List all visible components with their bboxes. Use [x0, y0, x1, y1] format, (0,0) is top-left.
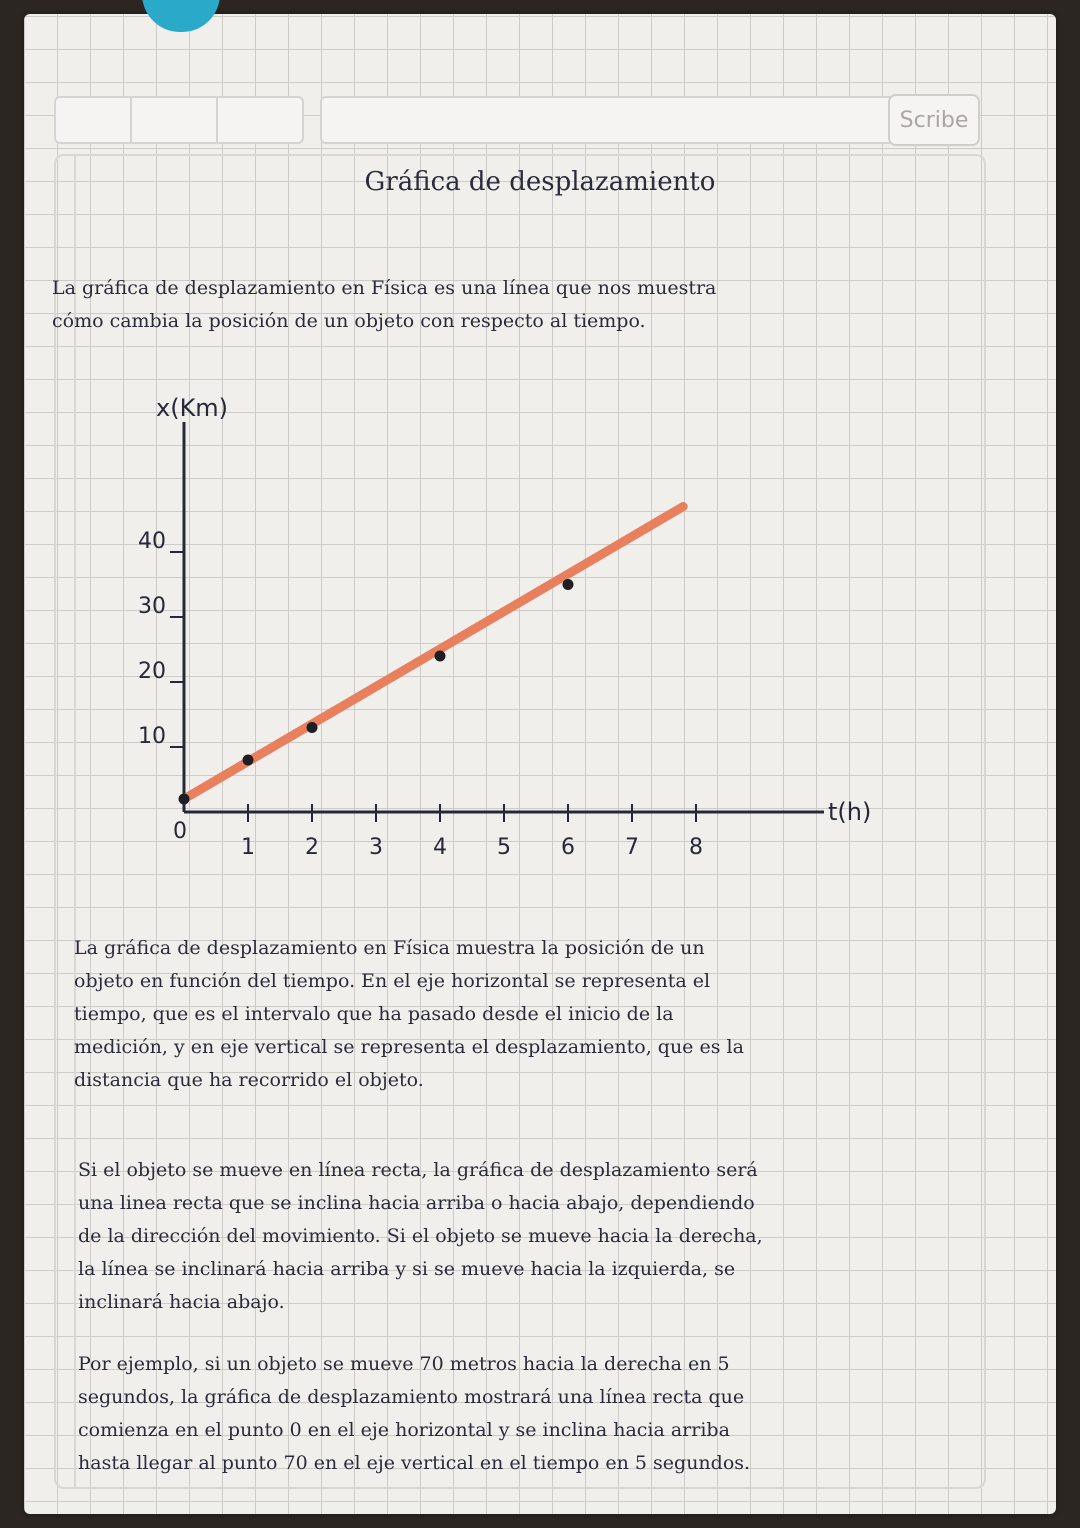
chart-svg — [24, 384, 1056, 904]
x-tick-label: 6 — [561, 835, 575, 860]
text-line: cómo cambia la posición de un objeto con respecto al tiempo. — [52, 310, 646, 332]
x-axis-label: t(h) — [828, 798, 872, 826]
series-line — [184, 507, 683, 800]
binder-clip — [142, 0, 220, 32]
text-line: La gráfica de desplazamiento en Física muestra la posición de un — [74, 937, 705, 959]
y-tick-label: 20 — [138, 659, 166, 684]
topic-box — [320, 96, 900, 144]
text-line: La gráfica de desplazamiento en Física es una línea que nos muestra — [52, 277, 717, 299]
notebook-page — [24, 14, 1056, 1514]
x-tick-label: 5 — [497, 835, 511, 860]
x-tick-label: 3 — [369, 835, 383, 860]
data-point — [563, 579, 574, 590]
data-point — [307, 722, 318, 733]
y-tick-label: 10 — [138, 724, 166, 749]
text-line: distancia que ha recorrido el objeto. — [74, 1069, 424, 1091]
x-tick-label: 2 — [305, 835, 319, 860]
text-line: objeto en función del tiempo. En el eje horizontal se representa el — [74, 970, 711, 992]
x-tick-label: 7 — [625, 835, 639, 860]
text-line: inclinará hacia abajo. — [78, 1291, 285, 1313]
data-point — [435, 651, 446, 662]
page-title: Gráfica de desplazamiento — [364, 167, 716, 197]
text-line: hasta llegar al punto 70 en el eje vertical en el tiempo en 5 segundos. — [78, 1452, 751, 1474]
displacement-chart — [24, 384, 1056, 904]
text-line: medición, y en eje vertical se representa el desplazamiento, que es la — [74, 1036, 744, 1058]
data-point — [243, 755, 254, 766]
paragraph-straight-line — [78, 1154, 763, 1319]
x-tick-label: 8 — [689, 835, 703, 860]
text-line: la línea se inclinará hacia arriba y si se mueve hacia la izquierda, se — [78, 1258, 736, 1280]
intro-paragraph — [52, 272, 716, 338]
text-line: Por ejemplo, si un objeto se mueve 70 metros hacia la derecha en 5 — [78, 1353, 730, 1375]
date-box — [54, 96, 304, 144]
text-line: comienza en el punto 0 en el eje horizontal y se inclina hacia arriba — [78, 1419, 730, 1441]
x-tick-label: 1 — [241, 835, 255, 860]
y-axis-label: x(Km) — [156, 394, 229, 422]
y-tick-label: 40 — [138, 529, 166, 554]
text-line: tiempo, que es el intervalo que ha pasado desde el inicio de la — [74, 1003, 674, 1025]
text-line: segundos, la gráfica de desplazamiento mostrará una línea recta que — [78, 1386, 745, 1408]
text-line: una linea recta que se inclina hacia arriba o hacia abajo, dependiendo — [78, 1192, 755, 1214]
paragraph-example — [78, 1348, 750, 1480]
x-tick-label: 0 — [173, 819, 187, 844]
text-line: Si el objeto se mueve en línea recta, la gráfica de desplazamiento será — [78, 1159, 758, 1181]
x-tick-label: 4 — [433, 835, 447, 860]
brand-logo: Scribe — [888, 94, 980, 146]
y-tick-label: 30 — [138, 594, 166, 619]
data-point — [179, 794, 190, 805]
paragraph-definition — [74, 932, 744, 1097]
text-line: de la dirección del movimiento. Si el objeto se mueve hacia la derecha, — [78, 1225, 763, 1247]
